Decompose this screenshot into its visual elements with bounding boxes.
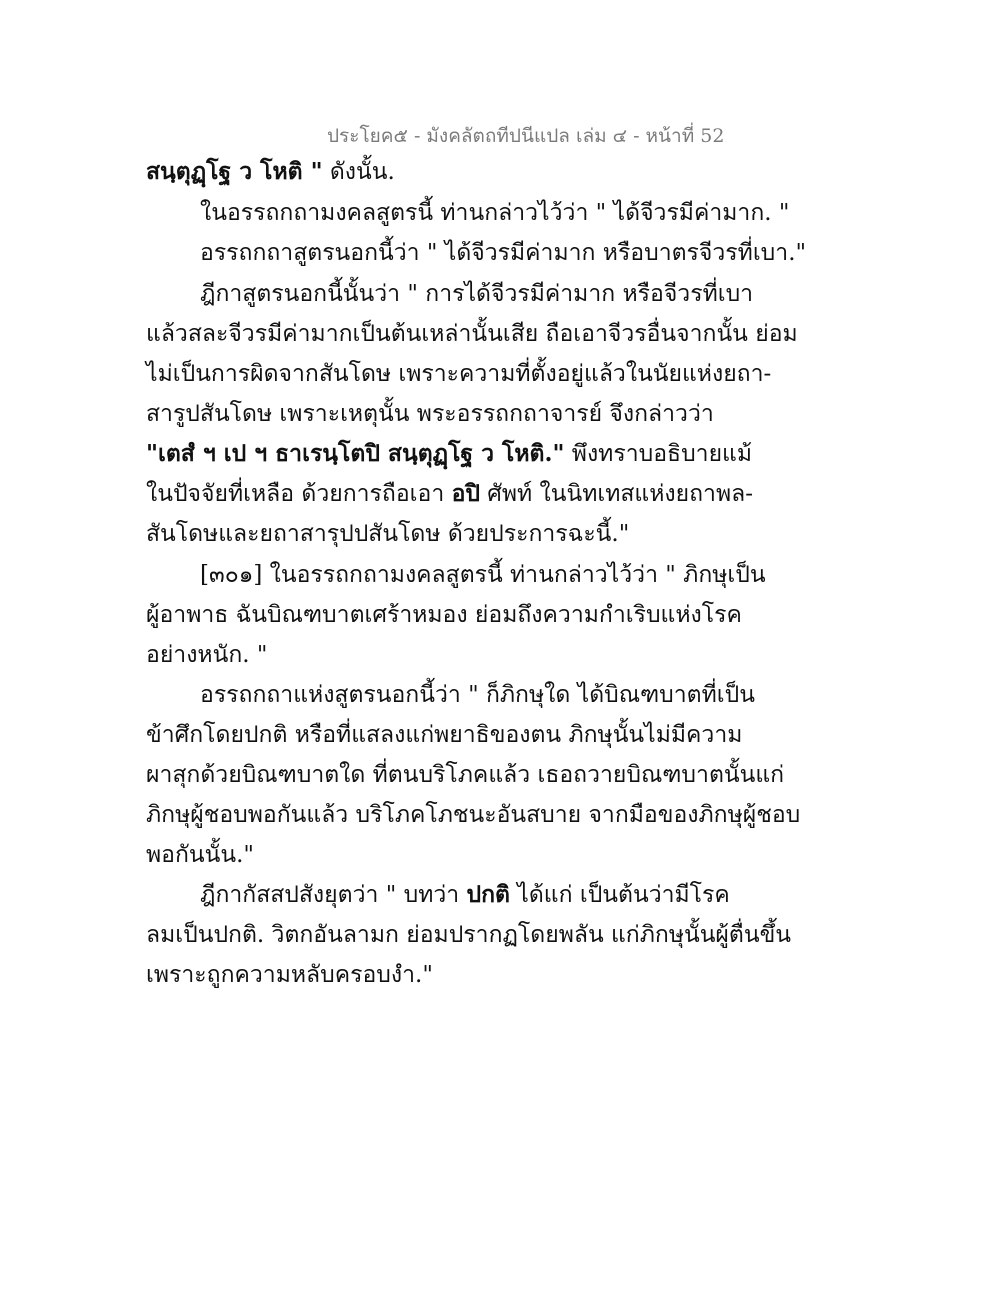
text-line-3: อรรถกถาสูตรนอกนี้ว่า " ได้จีวรมีค่ามาก หรือบาตรจีวรที่เบา." <box>200 240 807 266</box>
pali-term: อปิ <box>451 480 480 507</box>
text-span: พึงทราบอธิบายแม้ <box>564 441 753 467</box>
text-span: ฎีกากัสสปสังยุตว่า " บทว่า <box>200 882 467 908</box>
running-head: ประโยค๕ - มังคลัตถทีปนีแปล เล่ม ๔ - หน้าที่ 52 <box>327 125 725 147</box>
text-line-6: ไม่เป็นการผิดจากสันโดษ เพราะความที่ตั้งอยู่แล้วในนัยแห่งยถา- <box>146 361 772 387</box>
text-line-4: ฎีกาสูตรนอกนี้นั้นว่า " การได้จีวรมีค่ามาก หรือจีวรที่เบา <box>200 281 754 307</box>
text-span: ได้แก่ เป็นต้นว่ามีโรค <box>509 882 730 908</box>
text-line-1 <box>146 157 395 187</box>
text-line-15: ข้าศึกโดยปกติ หรือที่แสลงแก่พยาธิของตน ภิกษุนั้นไม่มีความ <box>146 722 743 748</box>
text-line-17: ภิกษุผู้ชอบพอกันแล้ว บริโภคโภชนะอันสบาย จากมือของภิกษุผู้ชอบ <box>146 802 801 828</box>
text-line-20: ลมเป็นปกติ. วิตกอันลามก ย่อมปรากฏโดยพลัน แก่ภิกษุนั้นผู้ตื่นขึ้น <box>146 922 792 948</box>
text-span: ดังนั้น. <box>322 159 395 185</box>
text-line-9 <box>146 479 753 509</box>
pali-term: ปกติ <box>466 881 510 908</box>
text-span: ศัพท์ ในนิทเทสแห่งยถาพล- <box>479 481 753 507</box>
text-line-16: ผาสุกด้วยบิณฑบาตใด ที่ตนบริโภคแล้ว เธอถวายบิณฑบาตนั้นแก่ <box>146 762 785 788</box>
text-line-2: ในอรรถกถามงคลสูตรนี้ ท่านกล่าวไว้ว่า " ได้จีวรมีค่ามาก. " <box>200 200 790 226</box>
text-span: ในปัจจัยที่เหลือ ด้วยการถือเอา <box>146 481 452 507</box>
text-line-11: [๓๐๑] ในอรรถกถามงคลสูตรนี้ ท่านกล่าวไว้ว่า " ภิกษุเป็น <box>200 562 766 588</box>
text-line-18: พอกันนั้น." <box>146 842 254 868</box>
text-line-7: สารูปสันโดษ เพราะเหตุนั้น พระอรรถกถาจารย์ จึงกล่าวว่า <box>146 401 714 427</box>
pali-quote: "เตสํ ฯ เป ฯ ธาเรนฺโตปิ สนฺตุฏฺโฐ ว โหติ." <box>146 440 565 467</box>
text-line-5: แล้วสละจีวรมีค่ามากเป็นต้นเหล่านั้นเสีย ถือเอาจีวรอื่นจากนั้น ย่อม <box>146 321 798 347</box>
text-line-19 <box>200 880 730 910</box>
text-line-12: ผู้อาพาธ ฉันบิณฑบาตเศร้าหมอง ย่อมถึงความกำเริบแห่งโรค <box>146 602 742 628</box>
text-line-10: สันโดษและยถาสารุปปสันโดษ ด้วยประการฉะนี้." <box>146 521 630 547</box>
text-line-14: อรรถกถาแห่งสูตรนอกนี้ว่า " ก็ภิกษุใด ได้บิณฑบาตที่เป็น <box>200 682 755 708</box>
text-line-21: เพราะถูกความหลับครอบงำ." <box>146 962 433 988</box>
text-line-8 <box>146 439 752 469</box>
pali-quote: สนฺตุฏฺโฐ ว โหติ " <box>146 158 323 185</box>
text-line-13: อย่างหนัก. " <box>146 642 268 668</box>
